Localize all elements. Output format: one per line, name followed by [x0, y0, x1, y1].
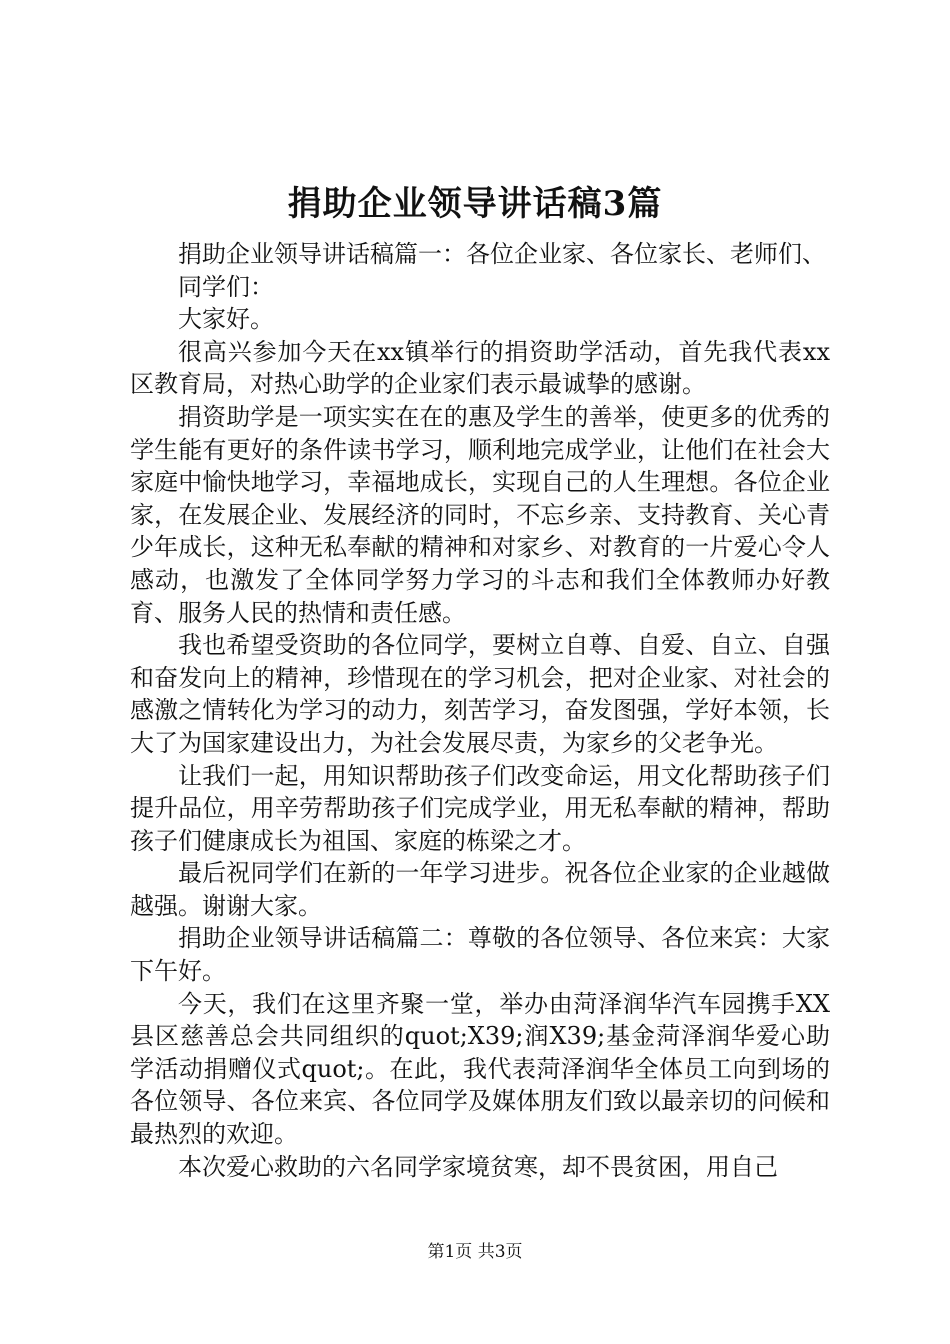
document-title: 捐助企业领导讲话稿3篇: [287, 184, 663, 224]
paragraph: 很高兴参加今天在xx镇举行的捐资助学活动，首先我代表xx区教育局，对热心助学的企业家们表示最诚挚的感谢。: [130, 337, 830, 399]
paragraph: 本次爱心救助的六名同学家境贫寒，却不畏贫困，用自己: [178, 1152, 778, 1181]
paragraph: 捐助企业领导讲话稿篇二：尊敬的各位领导、各位来宾：大家下午好。: [130, 924, 830, 986]
paragraph: 最后祝同学们在新的一年学习进步。祝各位企业家的企业越做越强。谢谢大家。: [130, 859, 830, 920]
document-body: [130, 238, 830, 1183]
paragraph: 今天，我们在这里齐聚一堂，举办由菏泽润华汽车园携手XX县区慈善总会共同组织的quot;X39;润X39;基金菏泽润华爱心助学活动捐赠仪式quot;。在此，我代表菏泽润华全体员工向到场的各位领导、各位来宾、各位同学及媒体朋友们致以最亲切的问候和最热烈的欢迎。: [130, 989, 830, 1149]
page-footer: 第1页 共3页: [427, 1242, 523, 1262]
paragraph: 捐资助学是一项实实在在的惠及学生的善举，使更多的优秀的学生能有更好的条件读书学习，顺利地完成学业，让他们在社会大家庭中愉快地学习，幸福地成长，实现自己的人生理想。各位企业家，在发展企业、发展经济的同时，不忘乡亲、支持教育、关心青少年成长，这种无私奉献的精神和对家乡、对教育的一片爱心令人感动，也激发了全体同学努力学习的斗志和我们全体教师办好教育、服务人民的热情和责任感。: [130, 402, 830, 627]
paragraph: 让我们一起，用知识帮助孩子们改变命运，用文化帮助孩子们提升品位，用辛劳帮助孩子们完成学业，用无私奉献的精神，帮助孩子们健康成长为祖国、家庭的栋梁之才。: [130, 761, 830, 855]
paragraph: 同学们：: [178, 272, 274, 301]
paragraph: 我也希望受资助的各位同学，要树立自尊、自爱、自立、自强和奋发向上的精神，珍惜现在的学习机会，把对企业家、对社会的感激之情转化为学习的动力，刻苦学习，奋发图强，学好本领，长大了为国家建设出力，为社会发展尽责，为家乡的父老争光。: [130, 631, 830, 757]
paragraph: 大家好。: [178, 305, 274, 334]
paragraph: 捐助企业领导讲话稿篇一：各位企业家、各位家长、老师们、: [178, 240, 826, 268]
